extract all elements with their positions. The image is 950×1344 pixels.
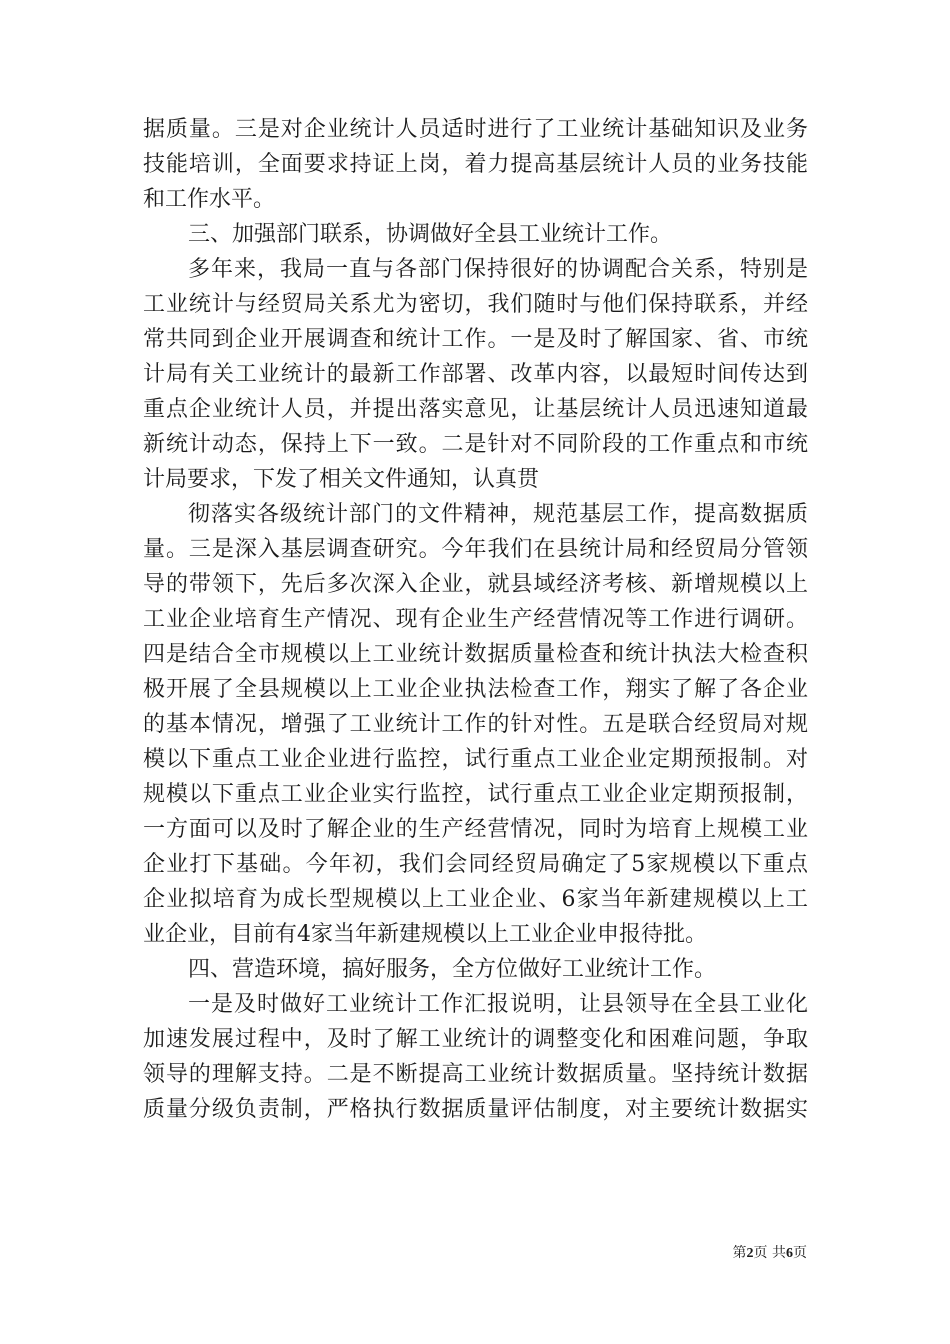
text-line: 计局有关工业统计的最新工作部署、改革内容，以最短时间传达到 (143, 362, 808, 387)
page-prefix: 第 (732, 1245, 747, 1261)
paragraph (143, 252, 808, 497)
document-body (143, 112, 808, 1127)
text-line: 据质量。三是对企业统计人员适时进行了工业统计基础知识及业务 (143, 117, 808, 142)
text-line: 模以下重点工业企业进行监控，试行重点工业企业定期预报制。对 (143, 747, 808, 772)
section-heading-4 (143, 952, 808, 987)
text-line: 常共同到企业开展调查和统计工作。一是及时了解国家、省、市统 (143, 327, 808, 352)
text-line: 重点企业统计人员，并提出落实意见，让基层统计人员迅速知道最 (143, 397, 808, 422)
text-line: 工业统计与经贸局关系尤为密切，我们随时与他们保持联系，并经 (143, 292, 808, 317)
text-line: 量。三是深入基层调查研究。今年我们在县统计局和经贸局分管领 (143, 537, 808, 562)
text-line: 工业企业培育生产情况、现有企业生产经营情况等工作进行调研。 (143, 607, 808, 632)
paragraph (143, 987, 808, 1127)
page-suffix: 页 (793, 1245, 807, 1261)
text-line: 多年来，我局一直与各部门保持很好的协调配合关系，特别是 (188, 257, 808, 282)
text-line: 规模以下重点工业企业实行监控，试行重点工业企业定期预报制， (143, 782, 808, 807)
page-current: 2 (746, 1246, 754, 1261)
text-line: 导的带领下，先后多次深入企业，就县域经济考核、新增规模以上 (143, 572, 808, 597)
text-line: 领导的理解支持。二是不断提高工业统计数据质量。坚持统计数据 (143, 1062, 808, 1087)
text-line: 新统计动态，保持上下一致。二是针对不同阶段的工作重点和市统 (143, 432, 808, 457)
text-line: 三、加强部门联系，协调做好全县工业统计工作。 (188, 222, 673, 247)
page-number-footer (733, 1244, 807, 1263)
text-line: 四是结合全市规模以上工业统计数据质量检查和统计执法大检查积 (143, 642, 808, 667)
text-line: 和工作水平。 (143, 187, 276, 212)
text-line: 极开展了全县规模以上工业企业执法检查工作，翔实了解了各企业 (143, 677, 808, 702)
text-line: 计局要求，下发了相关文件通知，认真贯 (143, 467, 540, 492)
text-line: 技能培训，全面要求持证上岗，着力提高基层统计人员的业务技能 (143, 152, 808, 177)
text-line: 一方面可以及时了解企业的生产经营情况，同时为培育上规模工业 (143, 817, 808, 842)
text-line: 彻落实各级统计部门的文件精神，规范基层工作，提高数据质 (188, 502, 808, 527)
text-line: 加速发展过程中，及时了解工业统计的调整变化和困难问题，争取 (143, 1027, 808, 1052)
text-line: 四、营造环境，搞好服务，全方位做好工业统计工作。 (188, 957, 717, 982)
paragraph (143, 497, 808, 952)
text-line: 业企业，目前有4家当年新建规模以上工业企业申报待批。 (143, 922, 707, 947)
paragraph-continuation (143, 112, 808, 217)
text-line: 的基本情况，增强了工业统计工作的针对性。五是联合经贸局对规 (143, 712, 808, 737)
section-heading-3 (143, 217, 808, 252)
text-line: 质量分级负责制，严格执行数据质量评估制度，对主要统计数据实 (143, 1097, 808, 1122)
page-total: 6 (786, 1246, 793, 1261)
text-line: 企业拟培育为成长型规模以上工业企业、6家当年新建规模以上工 (143, 887, 808, 912)
text-line: 一是及时做好工业统计工作汇报说明，让县领导在全县工业化 (188, 992, 808, 1017)
page-mid: 页 共 (753, 1245, 786, 1261)
text-line: 企业打下基础。今年初，我们会同经贸局确定了5家规模以下重点 (143, 852, 808, 877)
